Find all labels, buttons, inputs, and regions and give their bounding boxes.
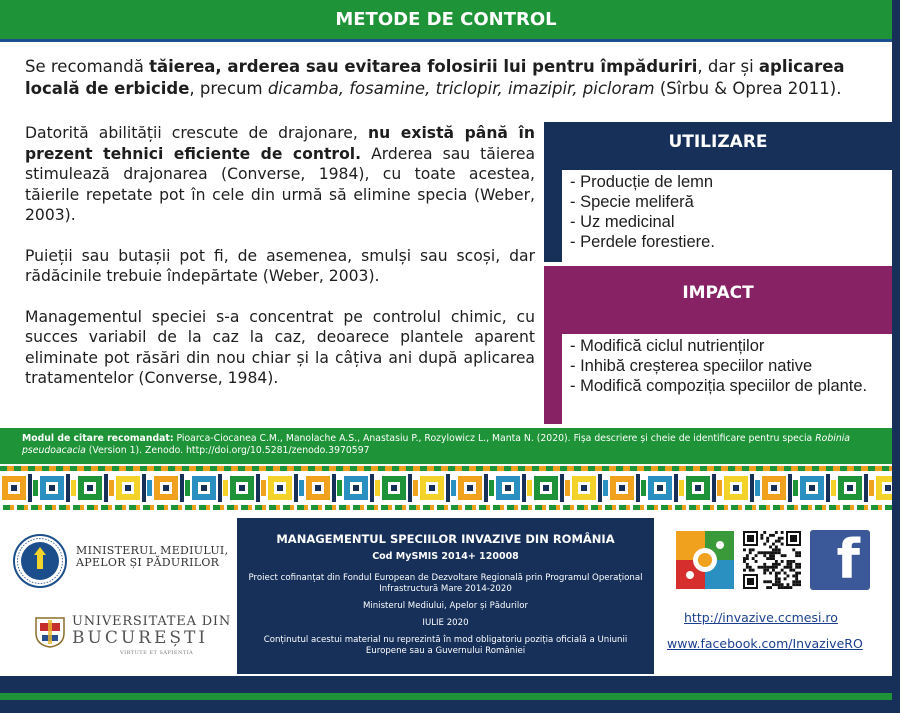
p1-text-2: Arderea sau tăierea stimulează drajonarea (Converse, 1984), cu toate acestea, tăierile repetate pot în cele din urmă să elimine specia (Weber, 2003). xyxy=(25,144,535,224)
disclaimer-text: Conținutul acestui material nu reprezintă în mod obligatoriu poziția oficială a Uniunii Europene sau a Guvernului României xyxy=(263,635,628,656)
citation-label: Modul de citare recomandat: xyxy=(22,433,174,444)
university-motto: VIRTUTE ET SAPIENTIA xyxy=(120,650,194,656)
date-text: IULIE 2020 xyxy=(422,618,469,628)
utilizare-list xyxy=(570,172,880,252)
intro-bold-1: tăierea, arderea sau evitarea folosirii lui pentru împăduriri xyxy=(149,57,698,76)
pattern-graphic xyxy=(0,464,892,512)
section-title: METODE DE CONTROL xyxy=(335,9,557,30)
p1-text-1: Datorită abilității crescute de drajonare, xyxy=(25,124,368,142)
utilizare-title: UTILIZARE xyxy=(668,132,768,152)
list-item: - Producție de lemn xyxy=(570,173,714,191)
intro-bold-2: aplicarea locală de erbicide xyxy=(25,57,845,98)
intro-text-4: (Sîrbu & Oprea 2011). xyxy=(654,79,842,98)
list-item: - Modifică ciclul nutrienților xyxy=(570,337,765,355)
intro-text-2: , dar și xyxy=(697,57,759,76)
bottom-band-navy xyxy=(0,676,892,693)
intro-text-1: Se recomandă xyxy=(25,57,150,76)
citation-text-1: Pioarca-Ciocanea C.M., Manolache A.S., Anastasiu P., Rozylowicz L., Manta N. (2020). Fișa descriere și cheie de identificare pentru specia xyxy=(173,433,816,444)
list-item: - Inhibă creșterea speciilor native xyxy=(570,357,813,375)
ministry-line-2: APELOR ȘI PĂDURILOR xyxy=(76,556,220,569)
university-crest-icon xyxy=(33,615,67,649)
ministry-line-1: MINISTERUL MEDIULUI, xyxy=(76,544,229,557)
list-item: - Modifică compoziția speciilor de plante. xyxy=(570,377,868,395)
impact-title: IMPACT xyxy=(682,283,754,303)
impact-list xyxy=(570,336,880,396)
bottom-band-green xyxy=(0,693,892,700)
intro-text-3: , precum xyxy=(189,79,268,98)
project-title: MANAGEMENTUL SPECIILOR INVAZIVE DIN ROMÂNIA xyxy=(276,532,615,546)
invasive-species-logo-icon xyxy=(676,531,734,589)
right-border-strip xyxy=(892,0,900,713)
paragraph-seedlings: Puieții sau butașii pot fi, de asemenea, smulși sau scoși, dar rădăcinile trebuie îndepărtate (Weber, 2003). xyxy=(25,246,535,285)
section-header-control-methods xyxy=(0,0,892,42)
ministry-text: Ministerul Mediului, Apelor și Pădurilor xyxy=(362,601,529,611)
paragraph-chemical-control: Managementul speciei s-a concentrat pe controlul chimic, cu succes variabil de la caz la caz, deoarece plantele aparent eliminate pot răsări din nou chiar și la câțiva ani după aplicarea tratamentelor (Converse, 1984). xyxy=(25,307,535,387)
qr-code-icon[interactable] xyxy=(741,529,803,591)
citation-species: Robinia pseudoacacia xyxy=(22,433,851,456)
facebook-link[interactable]: www.facebook.com/InvaziveRO xyxy=(667,636,863,651)
citation-text-2: (Version 1). Zenodo. http://doi.org/10.5281/zenodo.3970597 xyxy=(85,445,370,456)
list-item: - Uz medicinal xyxy=(570,213,675,231)
list-item: - Perdele forestiere. xyxy=(570,233,715,251)
intro-paragraph xyxy=(25,56,867,100)
list-item: - Specie meliferă xyxy=(570,193,694,211)
project-code: Cod MySMIS 2014+ 120008 xyxy=(372,551,519,562)
utilizare-header xyxy=(544,122,892,162)
website-link[interactable]: http://invazive.ccmesi.ro xyxy=(684,610,838,625)
intro-herbicides: dicamba, fosamine, triclopir, imazipir, picloram xyxy=(267,79,655,98)
bottom-band-navy-2 xyxy=(0,700,892,713)
project-info-box xyxy=(237,518,654,674)
paragraph-drajonare xyxy=(25,123,535,226)
decorative-pattern xyxy=(0,464,892,512)
ministry-seal-icon xyxy=(12,533,68,589)
facebook-icon[interactable]: f xyxy=(810,530,870,590)
citation-bar xyxy=(0,428,892,464)
cofinance-text: Proiect cofinanțat din Fondul European de Dezvoltare Regională prin Programul Operațional Infrastructură Mare 2014-2020 xyxy=(248,573,643,594)
impact-header xyxy=(544,266,892,328)
ministry-name xyxy=(76,545,228,569)
p1-bold: nu există până în prezent tehnici eficiente de control. xyxy=(25,124,535,163)
university-line-1: UNIVERSITATEA DIN xyxy=(72,614,232,629)
control-details xyxy=(25,123,535,409)
university-line-2: BUCUREȘTI xyxy=(72,628,209,648)
